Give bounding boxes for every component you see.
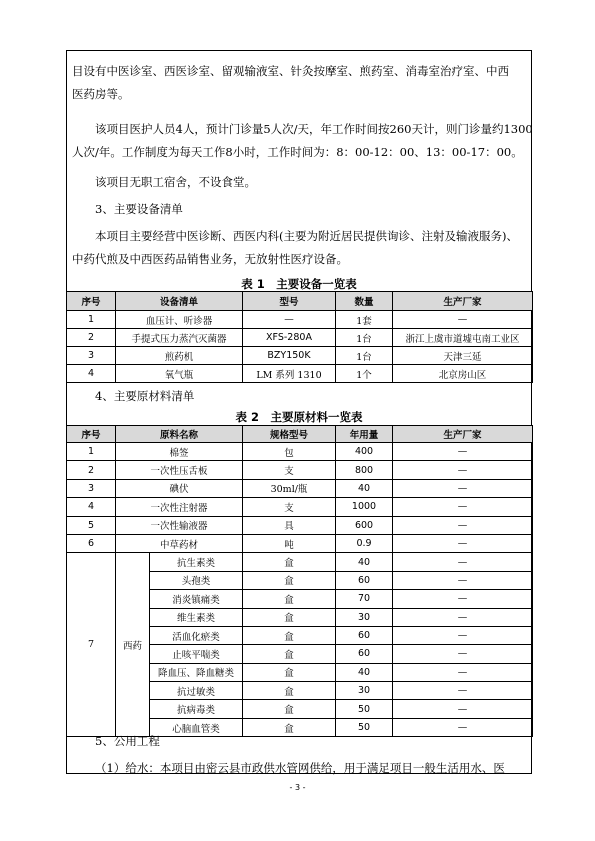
table-cell: — — [393, 498, 533, 516]
table-header-row — [67, 426, 533, 443]
table-cell: 1000 — [336, 498, 393, 516]
table-cell: 50 — [336, 700, 393, 718]
table-cell: 止咳平喘类 — [150, 645, 243, 663]
table-cell: 活血化瘀类 — [150, 626, 243, 644]
table-cell: 一次性注射器 — [116, 498, 243, 516]
table-cell: 30ml/瓶 — [243, 479, 336, 497]
page-number: - 3 - — [289, 783, 306, 792]
group-name-cell: 西药 — [116, 553, 150, 737]
table-cell: 头孢类 — [150, 571, 243, 589]
table-cell: 30 — [336, 608, 393, 626]
table-cell: — — [393, 479, 533, 497]
paragraph-line: 医药房等。 — [72, 87, 130, 101]
group-number-cell: 7 — [67, 553, 116, 737]
table-cell: 30 — [336, 682, 393, 700]
paragraph-line: （1）给水：本项目由密云县市政供水管网供给，用于满足项目一般生活用水、医 — [95, 761, 505, 775]
table-header-cell: 生产厂家 — [393, 426, 533, 443]
table-cell: 一次性压舌板 — [116, 461, 243, 479]
paragraph-line: 中药代煎及中西医药品销售业务，无放射性医疗设备。 — [72, 252, 348, 266]
table-cell: 碘伏 — [116, 479, 243, 497]
table-header-cell: 年用量 — [336, 426, 393, 443]
table-cell: 6 — [67, 534, 116, 552]
table-header-cell: 序号 — [67, 426, 116, 443]
table-cell: 1台 — [336, 347, 393, 365]
table-cell: 40 — [336, 663, 393, 681]
table-cell: — — [393, 590, 533, 608]
table-cell: 具 — [243, 516, 336, 534]
table-header-cell: 原料名称 — [116, 426, 243, 443]
table-cell: 吨 — [243, 534, 336, 552]
table-cell: — — [393, 608, 533, 626]
table-cell: 支 — [243, 461, 336, 479]
table-cell: 维生素类 — [150, 608, 243, 626]
table-header-cell: 生产厂家 — [393, 292, 533, 311]
paragraph-line: 该项目医护人员4人，预计门诊量5人次/天，年工作时间按260天计，则门诊量约1300 — [95, 122, 533, 136]
table-cell: 4 — [67, 498, 116, 516]
table-cell: 一次性输液器 — [116, 516, 243, 534]
table-cell: 2 — [67, 329, 116, 347]
table-cell: 消炎镇痛类 — [150, 590, 243, 608]
paragraph-line: 人次/年。工作制度为每天工作8小时，工作时间为：8：00-12：00、13：00-17：00。 — [72, 145, 523, 159]
table-cell: 400 — [336, 443, 393, 461]
table-cell: — — [393, 311, 533, 329]
paragraph-line: 该项目无职工宿舍，不设食堂。 — [95, 175, 256, 189]
table-cell: 包 — [243, 443, 336, 461]
table-header-row — [67, 292, 533, 311]
paragraph-line: 目设有中医诊室、西医诊室、留观输液室、针灸按摩室、煎药室、消毒室治疗室、中西 — [72, 64, 509, 78]
table-row — [67, 347, 533, 365]
table-cell: 盒 — [243, 571, 336, 589]
table-cell: — — [393, 461, 533, 479]
table-cell: 60 — [336, 626, 393, 644]
table-cell: 盒 — [243, 626, 336, 644]
table-cell: 抗病毒类 — [150, 700, 243, 718]
table-row — [67, 479, 533, 497]
table-cell: 降血压、降血糖类 — [150, 663, 243, 681]
table-row — [67, 534, 533, 552]
table-cell: — — [393, 443, 533, 461]
table-cell: — — [393, 663, 533, 681]
table-cell: 抗过敏类 — [150, 682, 243, 700]
table-cell: — — [393, 682, 533, 700]
table-cell: 盒 — [243, 553, 336, 571]
table-cell: 血压计、听诊器 — [116, 311, 243, 329]
table-cell: 支 — [243, 498, 336, 516]
table-cell: 煎药机 — [116, 347, 243, 365]
table-cell: 2 — [67, 461, 116, 479]
table-header-cell: 型号 — [243, 292, 336, 311]
table-row — [67, 498, 533, 516]
table-cell: 40 — [336, 479, 393, 497]
table-row — [67, 553, 533, 571]
table-cell: — — [393, 700, 533, 718]
table-cell: 70 — [336, 590, 393, 608]
table-cell: 40 — [336, 553, 393, 571]
table-cell: 北京房山区 — [393, 365, 533, 383]
table-cell: BZY150K — [243, 347, 336, 365]
paragraph-line: 本项目主要经营中医诊断、西医内科(主要为附近居民提供询诊、注射及输液服务)、 — [95, 229, 518, 243]
table-cell: 盒 — [243, 718, 336, 736]
table-cell: 1台 — [336, 329, 393, 347]
table-cell: — — [393, 516, 533, 534]
table-cell: 盒 — [243, 700, 336, 718]
table-header-cell: 序号 — [67, 292, 116, 311]
table-cell: XFS-280A — [243, 329, 336, 347]
table-cell: 心脑血管类 — [150, 718, 243, 736]
table-cell: 抗生素类 — [150, 553, 243, 571]
equipment-table — [66, 291, 533, 383]
table-header-cell: 数量 — [336, 292, 393, 311]
table-row — [67, 516, 533, 534]
table-row — [67, 329, 533, 347]
table-cell: 1 — [67, 311, 116, 329]
table-cell: 1个 — [336, 365, 393, 383]
table-cell: 浙江上虞市道墟屯南工业区 — [393, 329, 533, 347]
table-cell: 60 — [336, 645, 393, 663]
table-cell: 3 — [67, 479, 116, 497]
table-row — [67, 311, 533, 329]
table-cell: — — [243, 311, 336, 329]
table-cell: — — [393, 553, 533, 571]
table-cell: — — [393, 534, 533, 552]
table-cell: 氧气瓶 — [116, 365, 243, 383]
table-cell: 盒 — [243, 645, 336, 663]
table-cell: 天津三延 — [393, 347, 533, 365]
table-cell: 棉签 — [116, 443, 243, 461]
table-cell: LM 系列 1310 — [243, 365, 336, 383]
table-cell: 0.9 — [336, 534, 393, 552]
table-cell: 5 — [67, 516, 116, 534]
materials-table — [66, 425, 533, 737]
table-cell: 600 — [336, 516, 393, 534]
table-header-cell: 设备清单 — [116, 292, 243, 311]
table-row — [67, 443, 533, 461]
section-heading: 5、公用工程 — [95, 734, 160, 748]
table-cell: 1 — [67, 443, 116, 461]
table-caption: 表 2 主要原材料一览表 — [235, 410, 363, 424]
table-cell: 中草药材 — [116, 534, 243, 552]
table-cell: 800 — [336, 461, 393, 479]
table-cell: 4 — [67, 365, 116, 383]
table-cell: 盒 — [243, 608, 336, 626]
table-cell: — — [393, 571, 533, 589]
table-cell: 1套 — [336, 311, 393, 329]
table-row — [67, 461, 533, 479]
table-cell: 50 — [336, 718, 393, 736]
table-cell: 60 — [336, 571, 393, 589]
table-cell: 盒 — [243, 663, 336, 681]
table-cell: — — [393, 645, 533, 663]
table-cell: 3 — [67, 347, 116, 365]
table-row — [67, 365, 533, 383]
table-cell: — — [393, 626, 533, 644]
table-cell: 手提式压力蒸汽灭菌器 — [116, 329, 243, 347]
table-header-cell: 规格型号 — [243, 426, 336, 443]
section-heading: 3、主要设备清单 — [95, 202, 183, 216]
table-cell: 盒 — [243, 590, 336, 608]
table-cell: — — [393, 718, 533, 736]
section-heading: 4、主要原材料清单 — [95, 389, 195, 403]
table-caption: 表 1 主要设备一览表 — [241, 277, 357, 291]
table-cell: 盒 — [243, 682, 336, 700]
